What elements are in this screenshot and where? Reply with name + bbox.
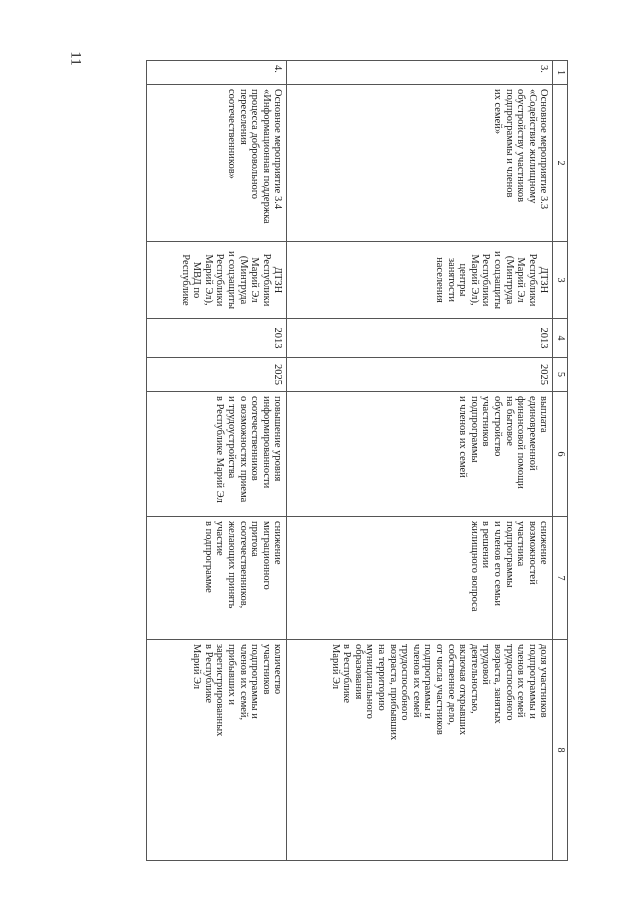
cell-line: участие — [214, 521, 226, 556]
cell-line: и членов его семьи — [492, 521, 504, 606]
cell-line: выплата — [538, 396, 550, 433]
expected-result — [287, 392, 553, 517]
cell-line: участника — [515, 521, 527, 567]
table-row — [147, 61, 287, 861]
cell-line: Марий Эл — [249, 257, 261, 303]
cell-line: населения — [434, 257, 446, 303]
cell-line: в решении — [480, 521, 492, 569]
executor — [287, 242, 553, 319]
cell-line: Марий Эл — [515, 257, 527, 303]
cell-line: подпрограммы и — [249, 644, 261, 719]
cell-line: членов их семей — [410, 644, 422, 718]
cell-line: МВД по — [191, 261, 203, 299]
header-col-7: 7 — [553, 517, 568, 640]
cell-line: количество — [272, 644, 284, 695]
cell-line: и соцзащиты — [492, 250, 504, 310]
cell-line: обустройству участников — [515, 89, 527, 203]
cell-line: муниципального — [364, 644, 376, 719]
cell-line: единовременной — [526, 396, 538, 471]
cell-line: подпрограммы и — [422, 644, 434, 719]
cell-line: жилищного вопроса — [468, 521, 480, 612]
cell-line: возраста, прибывших — [387, 644, 399, 741]
cell-line: соотечественников» — [226, 89, 238, 179]
cell-line: снижение — [272, 521, 284, 565]
cell-line: на бытовое — [503, 396, 515, 446]
cell-line: трудовой — [480, 644, 492, 685]
cell-line: на территорию — [376, 644, 388, 711]
risk-consequence — [147, 517, 287, 640]
cell-line: Республики — [260, 253, 272, 307]
end-year: 2025 — [147, 358, 287, 392]
header-col-1: 1 — [553, 61, 568, 85]
executor — [147, 242, 287, 319]
cell-line: Основное мероприятие 3.4 — [272, 89, 284, 210]
cell-line: переселения — [237, 89, 249, 145]
cell-line: «Информационная поддержка — [260, 89, 272, 224]
cell-line: занятости — [445, 257, 457, 303]
cell-line: (Минтруда — [503, 255, 515, 305]
cell-line: и членов их семей — [457, 396, 469, 478]
cell-line: подпрограммы и членов — [503, 89, 515, 198]
cell-line: возможностей — [526, 521, 538, 585]
cell-line: Марий Эл), — [468, 254, 480, 306]
end-year: 2025 — [287, 358, 553, 392]
cell-line: притока — [249, 521, 261, 557]
cell-line: Марий Эл — [191, 644, 203, 690]
cell-line: собственное дело, — [445, 644, 457, 726]
cell-line: (Минтруда — [237, 255, 249, 305]
cell-line: повышение уровня — [272, 396, 284, 482]
header-col-5: 5 — [553, 358, 568, 392]
cell-line: участников — [480, 396, 492, 447]
cell-line: процесса добровольного — [249, 89, 261, 200]
cell-line: трудоспособного — [503, 644, 515, 721]
cell-line: снижение — [538, 521, 550, 565]
cell-line: доля участников — [538, 644, 550, 718]
cell-line: миграционного — [260, 521, 272, 590]
row-number: 3. — [287, 61, 553, 85]
cell-line: обустройство — [492, 396, 504, 457]
cell-line: членов их семей — [515, 644, 527, 718]
indicator — [147, 640, 287, 861]
cell-line: финансовой помощи — [515, 396, 527, 489]
cell-line: «Содействие жилищному — [526, 89, 538, 204]
cell-line: Основное мероприятие 3.3 — [538, 89, 550, 210]
cell-line: ДТЗН — [272, 266, 284, 294]
rotated-table-container — [123, 60, 568, 860]
cell-line: в подпрограмме — [202, 521, 214, 593]
activity-name — [287, 85, 553, 242]
cell-line: соотечественников — [249, 396, 261, 481]
indicator — [287, 640, 553, 861]
cell-line: подпрограммы и — [526, 644, 538, 719]
cell-line: Республики — [526, 253, 538, 307]
cell-line: подпрограммы — [503, 521, 515, 588]
cell-line: в Республике — [341, 644, 353, 704]
cell-line: Республики — [214, 253, 226, 307]
cell-line: о возможностях приема — [237, 396, 249, 503]
cell-line: ДТЗН — [538, 266, 550, 294]
page-number: 11 — [67, 51, 84, 66]
cell-line: соотечественников, — [237, 521, 249, 609]
cell-line: и соцзащиты — [226, 250, 238, 310]
table-row — [287, 61, 553, 861]
row-number: 4. — [147, 61, 287, 85]
cell-line: центры — [457, 263, 469, 297]
cell-line: включая открывших — [457, 644, 469, 736]
header-col-8: 8 — [553, 640, 568, 861]
cell-line: возраста, занятых — [492, 644, 504, 724]
cell-line: их семей» — [492, 89, 504, 135]
cell-line: образования — [352, 644, 364, 700]
cell-line: Республике — [179, 254, 191, 306]
cell-line: трудоспособного — [399, 644, 411, 721]
cell-line: деятельностью, — [468, 644, 480, 714]
header-col-2: 2 — [553, 85, 568, 242]
cell-line: зарегистрированных — [214, 644, 226, 737]
cell-line: членов их семей, — [237, 644, 249, 721]
cell-line: участников — [260, 644, 272, 695]
cell-line: в Республике — [202, 644, 214, 704]
risk-consequence — [287, 517, 553, 640]
program-activities-table — [146, 60, 568, 861]
cell-line: в Республике Марий Эл — [214, 396, 226, 503]
cell-line: информированности — [260, 396, 272, 489]
cell-line: подпрограммы — [468, 396, 480, 463]
header-col-6: 6 — [553, 392, 568, 517]
expected-result — [147, 392, 287, 517]
cell-line: желающих принять — [226, 521, 238, 609]
header-col-4: 4 — [553, 319, 568, 358]
cell-line: Республики — [480, 253, 492, 307]
start-year: 2013 — [147, 319, 287, 358]
cell-line: и трудоустройства — [226, 396, 238, 479]
cell-line: прибывших и — [226, 644, 238, 706]
activity-name — [147, 85, 287, 242]
cell-line: от числа участников — [434, 644, 446, 735]
cell-line: Марий Эл), — [202, 254, 214, 306]
start-year: 2013 — [287, 319, 553, 358]
header-row — [553, 61, 568, 861]
cell-line: Марий Эл — [329, 644, 341, 690]
header-col-3: 3 — [553, 242, 568, 319]
